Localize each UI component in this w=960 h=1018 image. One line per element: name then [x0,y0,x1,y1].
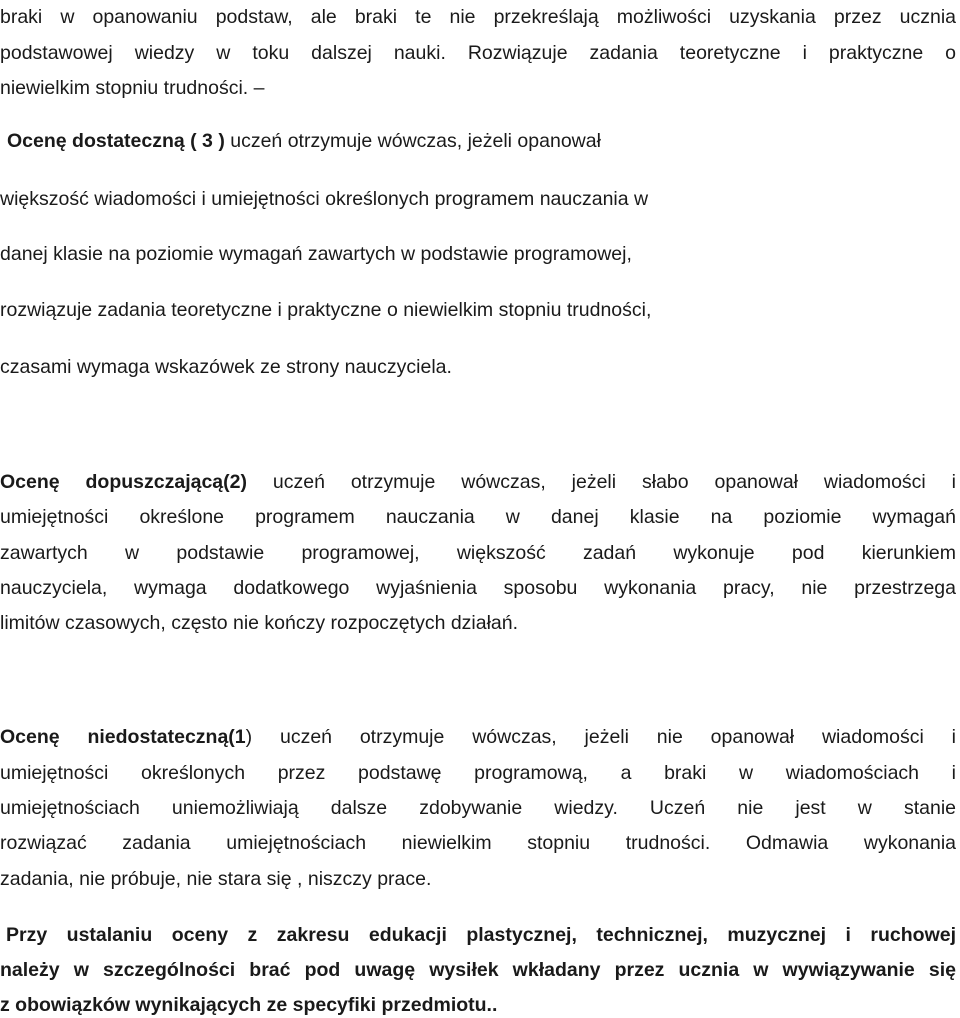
grade3-label: Ocenę dostateczną ( 3 ) [7,130,225,152]
grade1-line-3: umiejętnościach uniemożliwiają dalsze zdobywanie wiedzy. Uczeń nie jest w stanie [0,797,956,819]
grade2-line-4: nauczyciela, wymaga dodatkowego wyjaśnienia sposobu wykonania pracy, nie przestrzega [0,577,956,599]
grade2-line-1 [0,469,956,495]
intro-line-1: braki w opanowaniu podstaw, ale braki te nie przekreślają możliwości uzyskania przez ucznia [0,6,956,28]
grade3-line-1 [7,128,601,154]
note-line-3: z obowiązków wynikających ze specyfiki przedmiotu.. [0,994,498,1016]
grade2-line-3: zawartych w podstawie programowej, większość zadań wykonuje pod kierunkiem [0,542,956,564]
grade3-line-4: rozwiązuje zadania teoretyczne i praktyczne o niewielkim stopniu trudności, [0,299,652,321]
grade3-line-3: danej klasie na poziomie wymagań zawartych w podstawie programowej, [0,243,632,265]
grade1-line-1 [0,724,956,750]
grade1-line-5: zadania, nie próbuje, nie stara się , niszczy prace. [0,868,432,890]
intro-line-2: podstawowej wiedzy w toku dalszej nauki. Rozwiązuje zadania teoretyczne i praktyczne o [0,42,956,64]
grade1-line-2: umiejętności określonych przez podstawę programową, a braki w wiadomościach i [0,762,956,784]
note-line-1: Przy ustalaniu oceny z zakresu edukacji plastycznej, technicznej, muzycznej i ruchowej [6,924,956,946]
grade2-line-1-text: uczeń otrzymuje wówczas, jeżeli słabo opanował wiadomości i [246,471,956,493]
grade2-label: Ocenę dopuszczającą(2) [0,471,247,493]
grade2-line-2: umiejętności określone programem nauczania w danej klasie na poziomie wymagań [0,506,956,528]
grade3-line-1-text: uczeń otrzymuje wówczas, jeżeli opanował [224,130,601,152]
grade3-line-5: czasami wymaga wskazówek ze strony nauczyciela. [0,356,452,378]
grade1-line-4: rozwiązać zadania umiejętnościach niewielkim stopniu trudności. Odmawia wykonania [0,832,956,854]
grade1-line-1-text: ) uczeń otrzymuje wówczas, jeżeli nie opanował wiadomości i [245,726,956,748]
intro-line-3: niewielkim stopniu trudności. – [0,77,265,99]
note-line-2: należy w szczególności brać pod uwagę wysiłek wkładany przez ucznia w wywiązywanie się [0,959,956,981]
grade2-line-5: limitów czasowych, często nie kończy rozpoczętych działań. [0,612,519,634]
grade1-label: Ocenę niedostateczną(1 [0,726,246,748]
grade3-line-2: większość wiadomości i umiejętności określonych programem nauczania w [0,188,649,210]
